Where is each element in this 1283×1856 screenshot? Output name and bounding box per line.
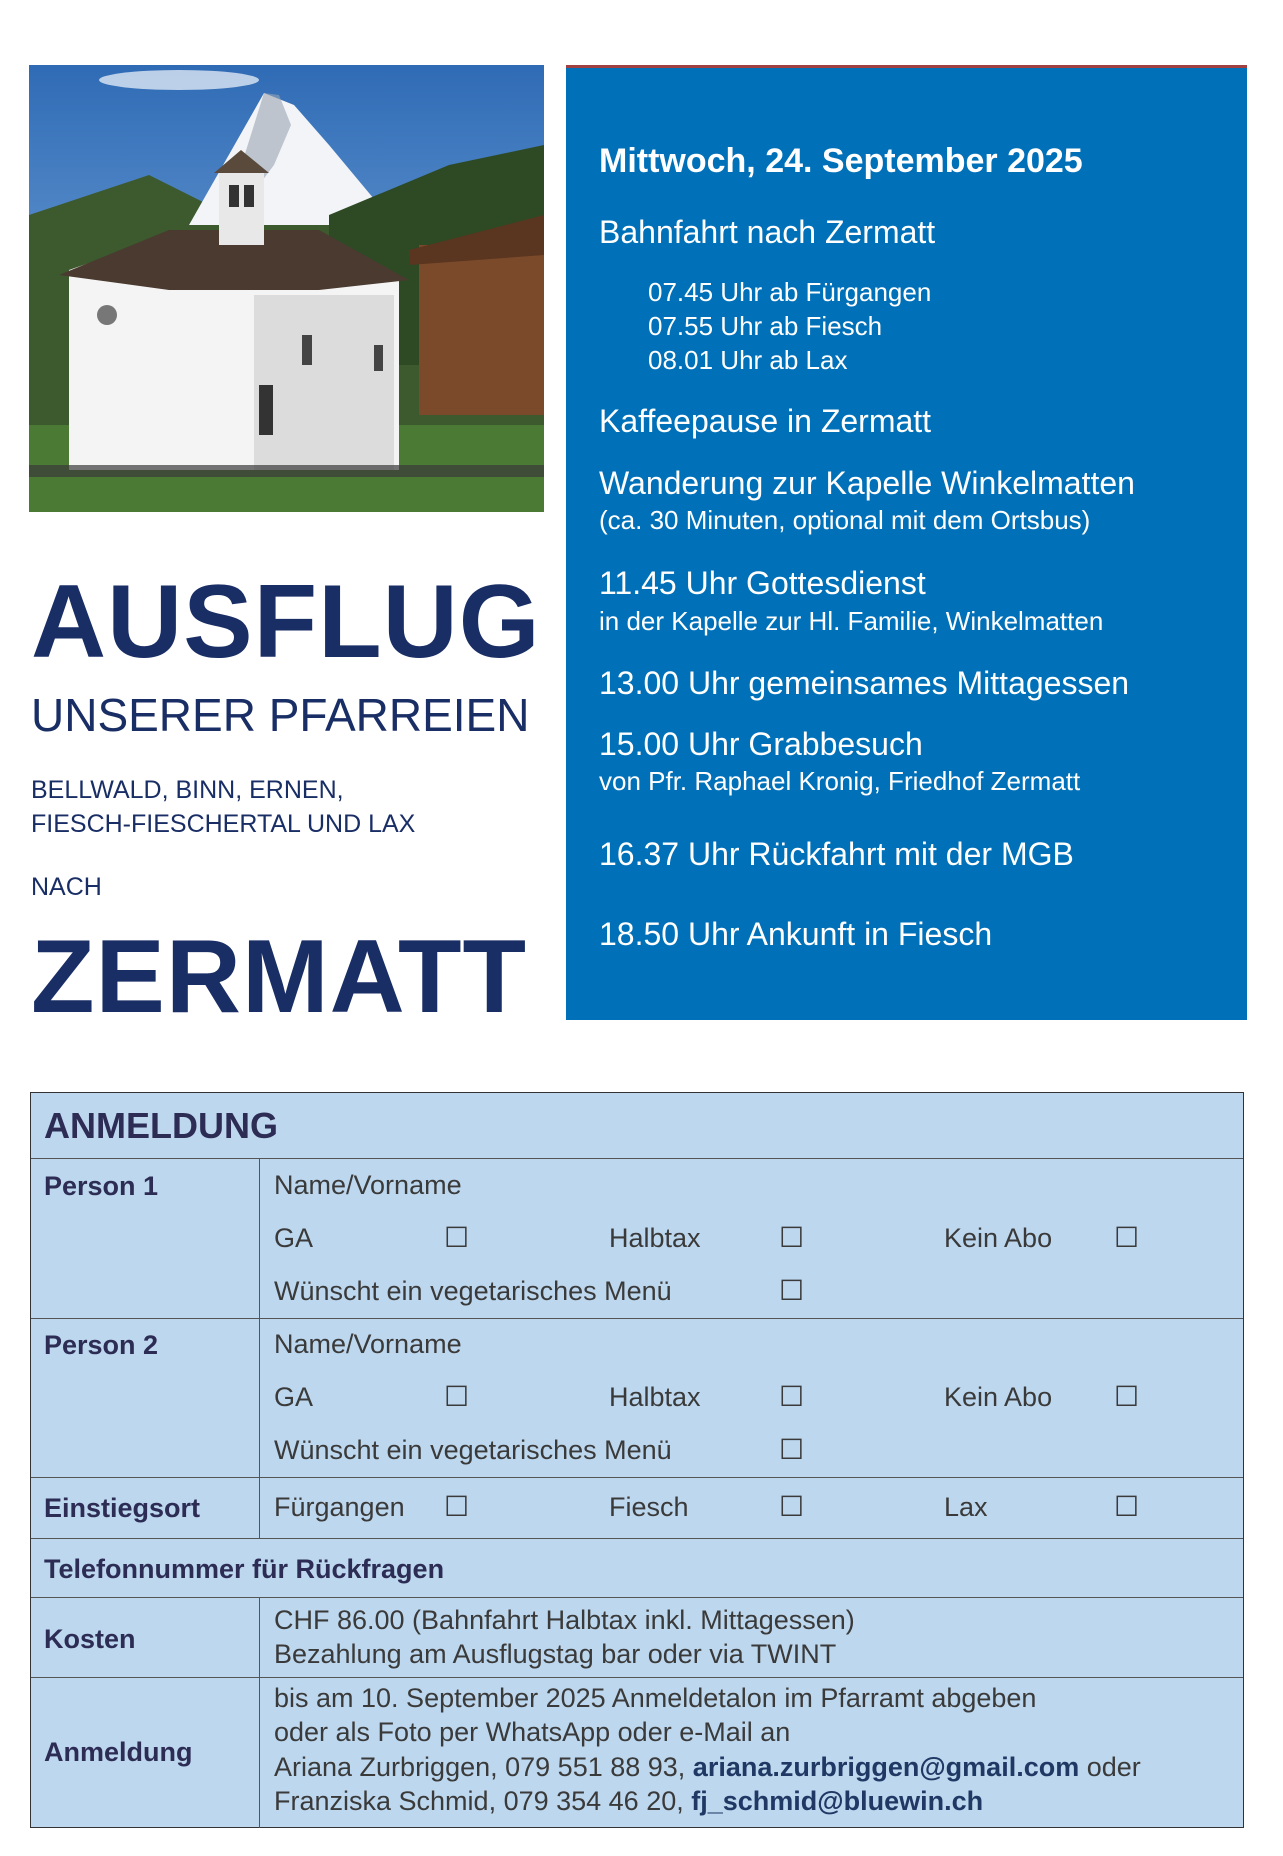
column-divider bbox=[259, 1158, 260, 1478]
hike-note: (ca. 30 Minuten, optional mit dem Ortsbus) bbox=[599, 505, 1091, 535]
signup-label: Anmeldung bbox=[44, 1737, 193, 1767]
signup-line-1: bis am 10. September 2025 Anmeldetalon im Pfarramt abgeben bbox=[274, 1683, 1037, 1713]
contact-2: Franziska Schmid, 079 354 46 20, bbox=[274, 1786, 692, 1816]
departure-1: 07.45 Uhr ab Fürgangen bbox=[648, 277, 932, 307]
person1-halbtax-checkbox[interactable]: ☐ bbox=[779, 1222, 805, 1253]
row-divider bbox=[31, 1318, 1243, 1319]
person2-veg-label: Wünscht ein vegetarisches Menü bbox=[274, 1435, 672, 1465]
boarding-fiesch-label: Fiesch bbox=[609, 1492, 689, 1522]
contact-1: Ariana Zurbriggen, 079 551 88 93, bbox=[274, 1752, 693, 1782]
parishes-line-2: FIESCH-FIESCHERTAL UND LAX bbox=[31, 810, 416, 838]
phone-label[interactable]: Telefonnummer für Rückfragen bbox=[44, 1554, 445, 1584]
departure-2: 07.55 Uhr ab Fiesch bbox=[648, 311, 883, 341]
return-line: 16.37 Uhr Rückfahrt mit der MGB bbox=[599, 836, 1074, 872]
person2-veg-checkbox[interactable]: ☐ bbox=[779, 1434, 805, 1465]
person1-name-label[interactable]: Name/Vorname bbox=[274, 1170, 462, 1200]
service-note: in der Kapelle zur Hl. Familie, Winkelmatten bbox=[599, 606, 1104, 636]
costs-label: Kosten bbox=[44, 1624, 136, 1654]
row-divider bbox=[31, 1477, 1243, 1478]
subtitle: UNSERER PFARREIEN bbox=[31, 689, 530, 741]
person1-halbtax-label: Halbtax bbox=[609, 1223, 701, 1253]
person2-label: Person 2 bbox=[44, 1330, 159, 1360]
grave-line: 15.00 Uhr Grabbesuch bbox=[599, 726, 923, 762]
email-link-2[interactable]: fj_schmid@bluewin.ch bbox=[691, 1786, 984, 1816]
boarding-fiesch-checkbox[interactable]: ☐ bbox=[779, 1491, 805, 1522]
boarding-lax-label: Lax bbox=[944, 1492, 988, 1522]
registration-form bbox=[30, 1092, 1244, 1828]
column-divider bbox=[259, 1597, 260, 1828]
row-divider bbox=[31, 1158, 1243, 1159]
person1-kein-abo-label: Kein Abo bbox=[944, 1223, 1053, 1253]
signup-line-2: oder als Foto per WhatsApp oder e-Mail an bbox=[274, 1717, 791, 1747]
schedule-box bbox=[566, 65, 1247, 1020]
boarding-fuergangen-label: Fürgangen bbox=[274, 1492, 405, 1522]
coffee-line: Kaffeepause in Zermatt bbox=[599, 403, 932, 439]
main-title: AUSFLUG bbox=[31, 564, 541, 680]
arrival-line: 18.50 Uhr Ankunft in Fiesch bbox=[599, 916, 993, 952]
costs-line-2: Bezahlung am Ausflugstag bar oder via TWINT bbox=[274, 1639, 837, 1669]
oder-text: oder bbox=[1079, 1752, 1141, 1782]
signup-line-4 bbox=[274, 1786, 983, 1817]
nach-label: NACH bbox=[31, 873, 102, 901]
person2-name-label[interactable]: Name/Vorname bbox=[274, 1329, 462, 1359]
train-line: Bahnfahrt nach Zermatt bbox=[599, 214, 936, 250]
person1-veg-checkbox[interactable]: ☐ bbox=[779, 1275, 805, 1306]
person2-ga-label: GA bbox=[274, 1382, 314, 1412]
hike-line: Wanderung zur Kapelle Winkelmatten bbox=[599, 465, 1135, 501]
person2-kein-abo-label: Kein Abo bbox=[944, 1382, 1053, 1412]
boarding-lax-checkbox[interactable]: ☐ bbox=[1114, 1491, 1140, 1522]
form-heading: ANMELDUNG bbox=[44, 1105, 278, 1146]
person2-halbtax-checkbox[interactable]: ☐ bbox=[779, 1381, 805, 1412]
row-divider bbox=[31, 1538, 1243, 1539]
costs-line-1: CHF 86.00 (Bahnfahrt Halbtax inkl. Mittagessen) bbox=[274, 1605, 855, 1635]
signup-line-3 bbox=[274, 1752, 1141, 1783]
person1-kein-abo-checkbox[interactable]: ☐ bbox=[1114, 1222, 1140, 1253]
person1-ga-checkbox[interactable]: ☐ bbox=[444, 1222, 470, 1253]
column-divider bbox=[259, 1477, 260, 1538]
lunch-line: 13.00 Uhr gemeinsames Mittagessen bbox=[599, 665, 1130, 701]
email-link-1[interactable]: ariana.zurbriggen@gmail.com bbox=[692, 1752, 1080, 1782]
event-date: Mittwoch, 24. September 2025 bbox=[599, 142, 1083, 180]
row-divider bbox=[31, 1677, 1243, 1678]
service-line: 11.45 Uhr Gottesdienst bbox=[599, 565, 926, 601]
person1-label: Person 1 bbox=[44, 1171, 159, 1201]
departure-3: 08.01 Uhr ab Lax bbox=[648, 345, 848, 375]
person1-veg-label: Wünscht ein vegetarisches Menü bbox=[274, 1276, 672, 1306]
row-divider bbox=[31, 1597, 1243, 1598]
boarding-fuergangen-checkbox[interactable]: ☐ bbox=[444, 1491, 470, 1522]
boarding-label: Einstiegsort bbox=[44, 1493, 201, 1523]
grave-note: von Pfr. Raphael Kronig, Friedhof Zermatt bbox=[599, 766, 1081, 796]
person2-ga-checkbox[interactable]: ☐ bbox=[444, 1381, 470, 1412]
person1-ga-label: GA bbox=[274, 1223, 314, 1253]
person2-halbtax-label: Halbtax bbox=[609, 1382, 701, 1412]
person2-kein-abo-checkbox[interactable]: ☐ bbox=[1114, 1381, 1140, 1412]
parishes-line-1: BELLWALD, BINN, ERNEN, bbox=[31, 776, 344, 804]
destination-title: ZERMATT bbox=[31, 919, 528, 1035]
chapel-matterhorn-photo bbox=[29, 65, 544, 512]
